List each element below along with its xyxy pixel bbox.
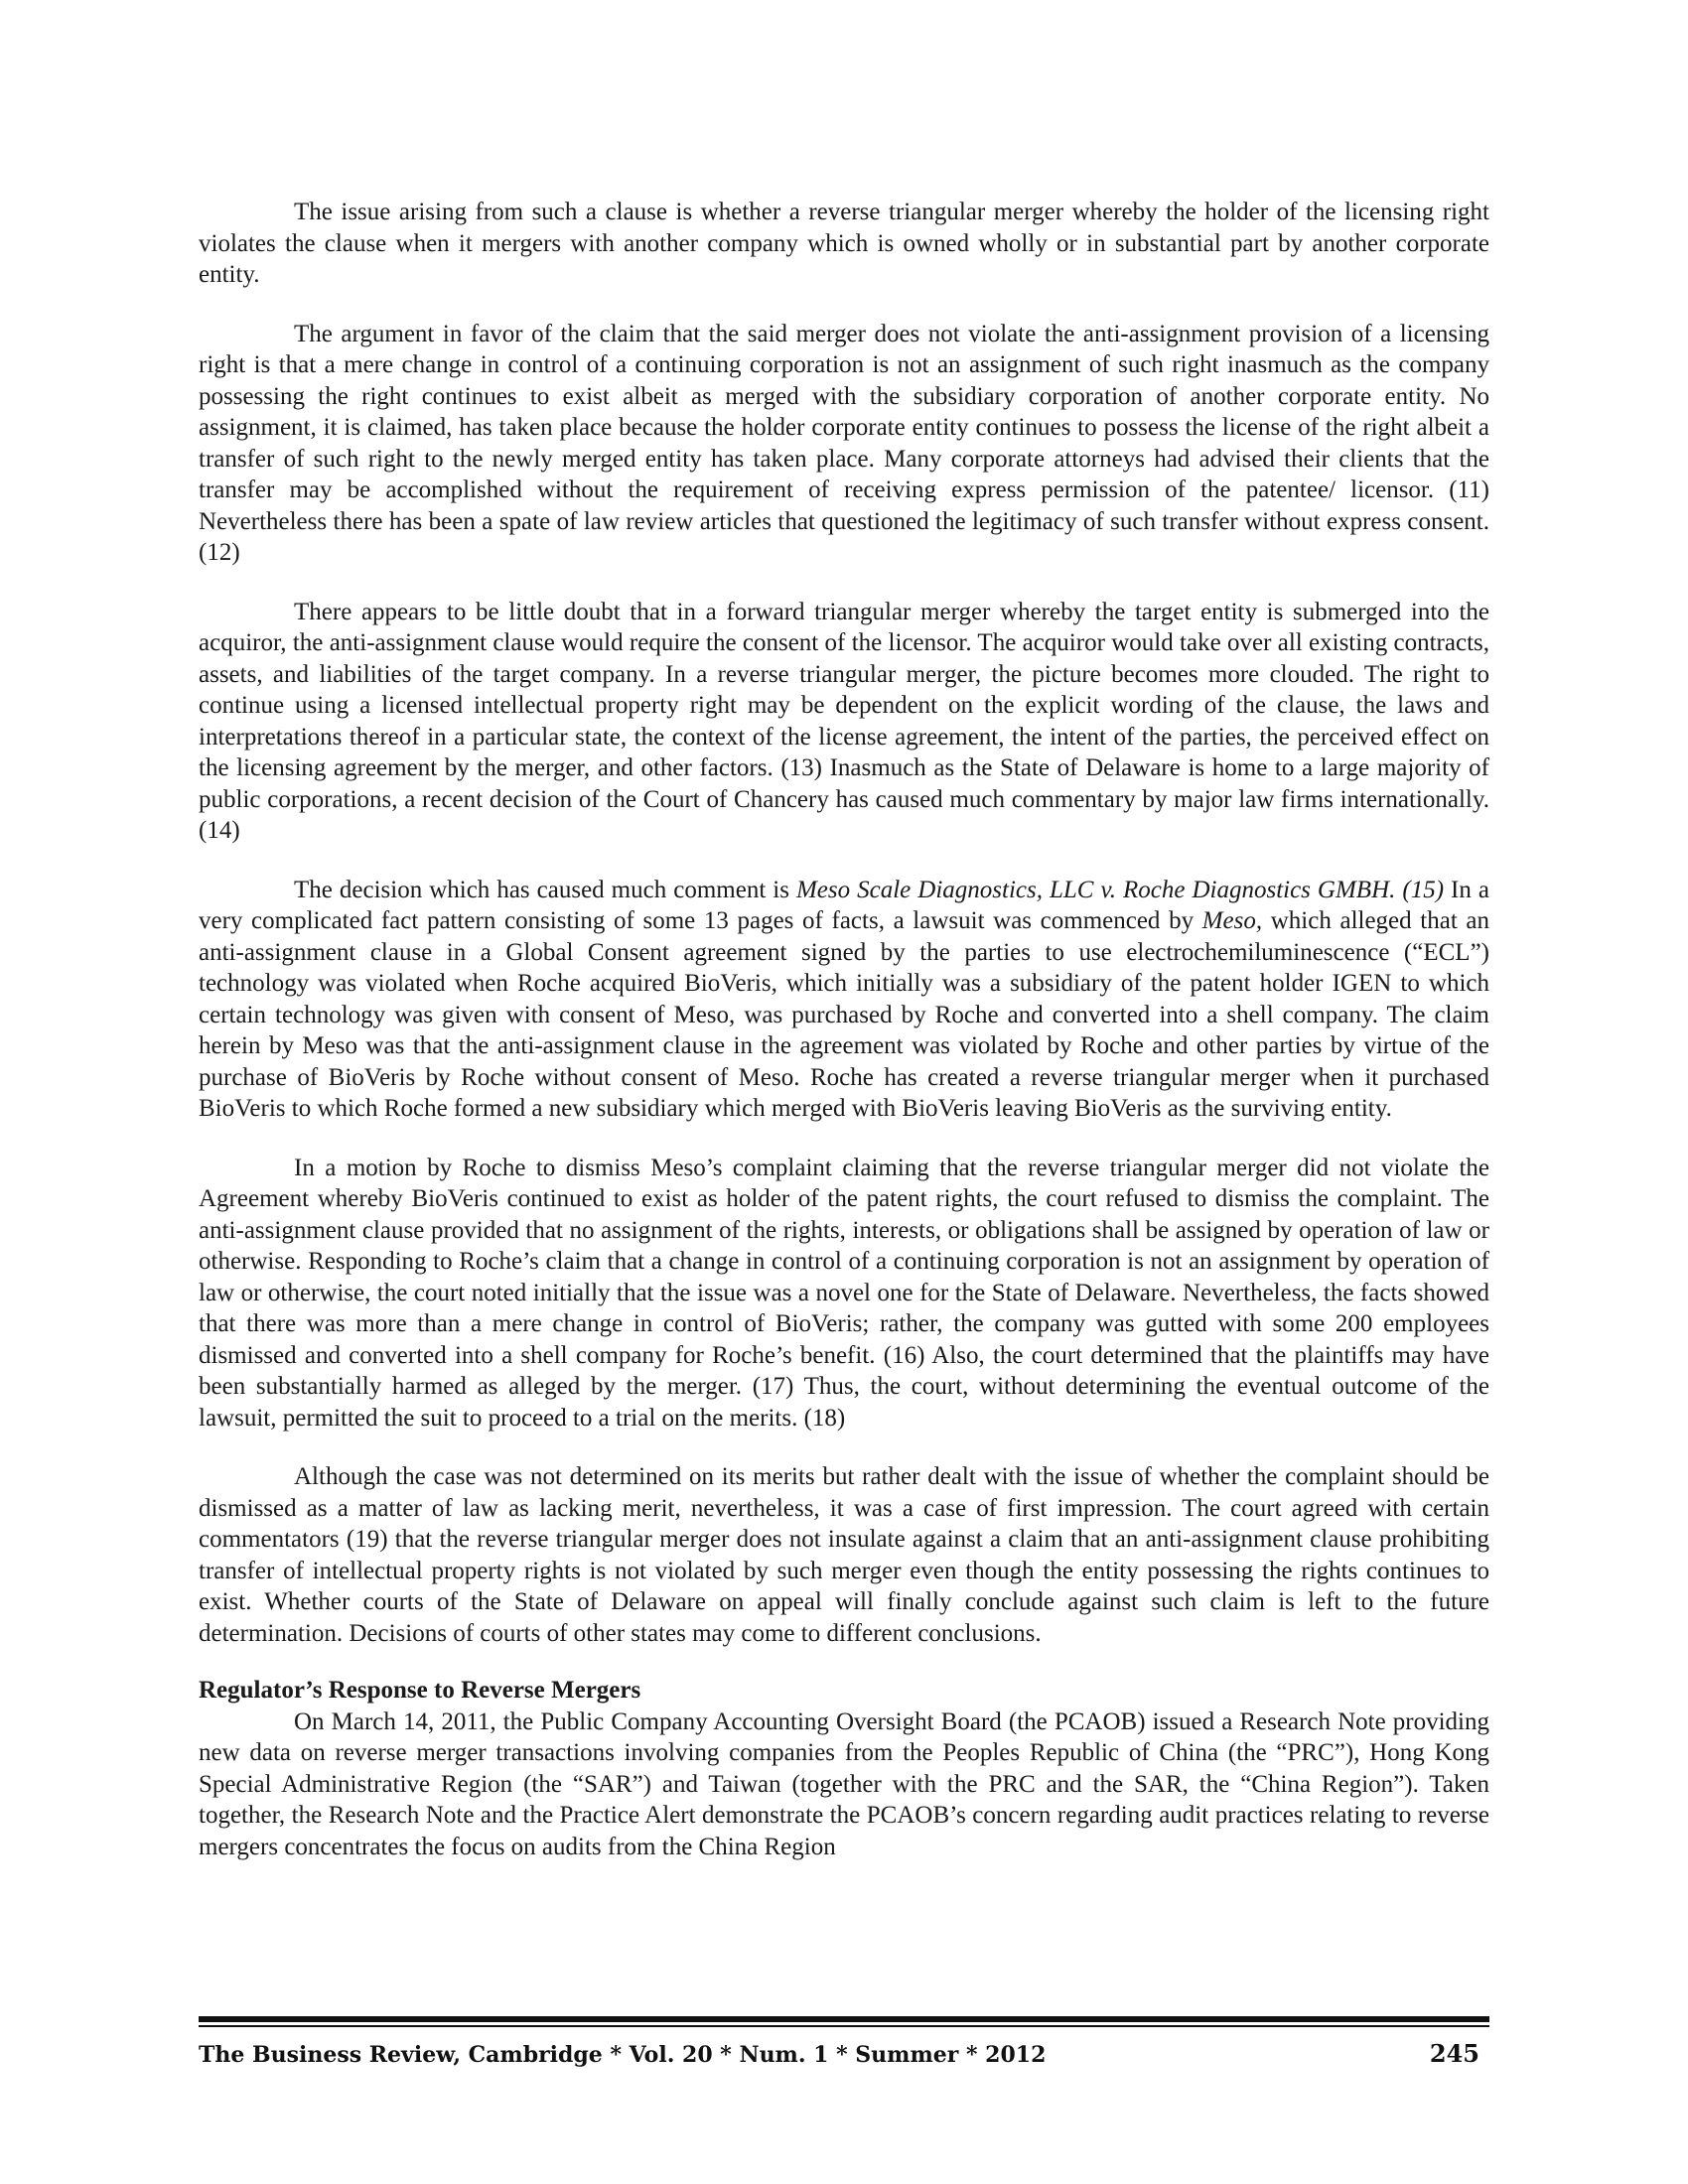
page-body — [199, 197, 1489, 1890]
meso-intro-text: The decision which has caused much comment is — [294, 876, 796, 903]
paragraph-argument-in-favor: The argument in favor of the claim that the said merger does not violate the anti-assignment provision of a licensing right is that a mere change in control of a continuing corporation is not an assignment of such right inasmuch as the company possessing the right continues to exist albeit as merged with the subsidiary corporation of another corporate entity. No assignment, it is claimed, has taken place because the holder corporate entity continues to possess the license of the right albeit a transfer of such right to the newly merged entity has taken place. Many corporate attorneys had advised their clients that the transfer may be accomplished without the requirement of receiving express permission of the patentee/ licensor. (11) Nevertheless there has been a spate of law review articles that questioned the legitimacy of such transfer without express consent. (12) — [199, 320, 1489, 566]
paragraph-meso-decision — [199, 875, 1489, 1125]
paragraph-forward-triangular: There appears to be little doubt that in a forward triangular merger whereby the target entity is submerged into the acquiror, the anti-assignment clause would require the consent of the licensor. The acquiror would take over all existing contracts, assets, and liabilities of the target company. In a reverse triangular merger, the picture becomes more clouded. The right to continue using a licensed intellectual property right may be dependent on the explicit wording of the clause, the laws and interpretations thereof in a particular state, the context of the license agreement, the intent of the parties, the perceived effect on the licensing agreement by the merger, and other factors. (13) Inasmuch as the State of Delaware is home to a large majority of public corporations, a recent decision of the Court of Chancery has caused much commentary by major law firms internationally. (14) — [199, 598, 1489, 844]
meso-party-name: Meso, — [1201, 907, 1263, 934]
page-number: 245 — [1429, 2039, 1479, 2068]
journal-citation: The Business Review, Cambridge * Vol. 20 * Num. 1 * Summer * 2012 — [199, 2042, 1047, 2068]
meso-middle-text: In a very complicated fact pattern consisting of some 13 pages of facts, a lawsuit was commenced by — [199, 876, 1489, 934]
paragraph-pcaob-research-note: On March 14, 2011, the Public Company Accounting Oversight Board (the PCAOB) issued a Research Note providing new data on reverse merger transactions involving companies from the Peoples Republic of China (the “PRC”), Hong Kong Special Administrative Region (the “SAR”) and Taiwan (together with the PRC and the SAR, the “China Region”). Taken together, the Research Note and the Practice Alert demonstrate the PCAOB’s concern regarding audit practices relating to reverse mergers concentrates the focus on audits from the China Region — [199, 1707, 1489, 1860]
paragraph-first-impression: Although the case was not determined on its merits but rather dealt with the issue of whether the complaint should be dismissed as a matter of law as lacking merit, nevertheless, it was a case of first impression. The court agreed with certain commentators (19) that the reverse triangular merger does not insulate against a claim that an anti-assignment clause prohibiting transfer of intellectual property rights is not violated by such merger even though the entity possessing the rights continues to exist. Whether courts of the State of Delaware on appeal will finally conclude against such claim is left to the future determination. Decisions of courts of other states may come to different conclusions. — [199, 1463, 1489, 1647]
footer-rule-thin — [199, 2025, 1489, 2027]
section-heading: Regulator’s Response to Reverse Mergers — [199, 1677, 641, 1704]
meso-rest-text: which alleged that an anti-assignment clause in a Global Consent agreement signed by the parties to use electrochemiluminescence (“ECL”) technology was violated when Roche acquired BioVeris, which initially was a subsidiary of the patent holder IGEN to which certain technology was given with consent of Meso, was purchased by Roche and converted into a shell company. The claim herein by Meso was that the anti-assignment clause in the agreement was violated by Roche and other parties by virtue of the purchase of BioVeris by Roche without consent of Meso. Roche has created a reverse triangular merger when it purchased BioVeris to which Roche formed a new subsidiary which merged with BioVeris leaving BioVeris as the surviving entity. — [199, 907, 1489, 1122]
paragraph-motion-to-dismiss: In a motion by Roche to dismiss Meso’s complaint claiming that the reverse triangular merger did not violate the Agreement whereby BioVeris continued to exist as holder of the patent rights, the court refused to dismiss the complaint. The anti-assignment clause provided that no assignment of the rights, interests, or obligations shall be assigned by operation of law or otherwise. Responding to Roche’s claim that a change in control of a continuing corporation is not an assignment by operation of law or otherwise, the court noted initially that the issue was a novel one for the State of Delaware. Nevertheless, the facts showed that there was more than a mere change in control of BioVeris; rather, the company was gutted with some 200 employees dismissed and converted into a shell company for Roche’s benefit. (16) Also, the court determined that the plaintiffs may have been substantially harmed as alleged by the merger. (17) Thus, the court, without determining the eventual outcome of the lawsuit, permitted the suit to proceed to a trial on the merits. (18) — [199, 1154, 1489, 1432]
footer-line — [199, 2039, 1489, 2068]
page-footer — [199, 2016, 1489, 2068]
case-citation: Meso Scale Diagnostics, LLC v. Roche Diagnostics GMBH. (15) — [795, 876, 1445, 903]
paragraph-reverse-merger-issue: The issue arising from such a clause is whether a reverse triangular merger whereby the holder of the licensing right violates the clause when it mergers with another company which is owned wholly or in substantial part by another corporate entity. — [199, 199, 1489, 288]
